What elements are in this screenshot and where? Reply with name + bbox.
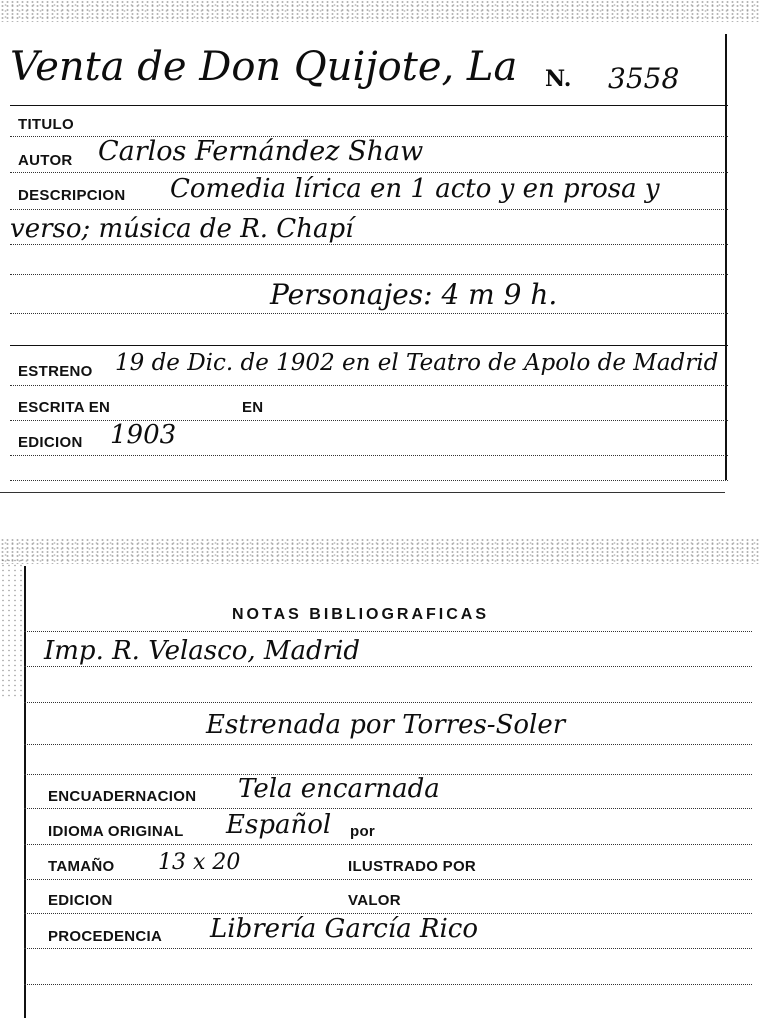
rule-title [10,105,728,106]
descripcion-label: DESCRIPCION [18,187,126,204]
rule-bottom [24,984,752,985]
autor-label: AUTOR [18,152,73,169]
scan-noise-left [0,558,26,698]
rule-heading [24,631,752,632]
note-line-1: Imp. R. Velasco, Madrid [44,636,361,666]
rule-section [10,345,728,346]
scan-noise-top [0,538,759,564]
rule-tamano [24,879,752,880]
descripcion-value-line-2: verso; música de R. Chapí [10,214,354,244]
number-label: N. [545,66,572,92]
rule-note-blank [24,702,752,703]
tamano-value: 13 x 20 [158,850,241,875]
ilustrado-label: ILUSTRADO POR [348,858,477,875]
edicion-label: EDICION [18,434,83,451]
card-cut-line [0,492,725,493]
encuadernacion-value: Tela encarnada [238,774,440,804]
descripcion-value-line-1: Comedia lírica en 1 acto y en prosa y [170,174,660,204]
rule-encuadernacion [24,808,752,809]
rule-idioma [24,844,752,845]
autor-value: Carlos Fernández Shaw [98,136,424,167]
card-border-right [725,34,727,480]
card-title: Venta de Don Quijote, La [10,44,518,90]
rule-personajes [10,313,728,314]
scan-noise-top [0,0,759,22]
estreno-value: 19 de Dic. de 1902 en el Teatro de Apolo de Madrid [115,350,719,376]
rule-note-1 [24,666,752,667]
notas-heading: NOTAS BIBLIOGRAFICAS [232,606,490,623]
rule-descripcion-2 [10,244,728,245]
rule-descripcion-3 [10,274,728,275]
procedencia-value: Librería García Rico [210,914,478,944]
rule-bottom [10,480,728,481]
idioma-label: IDIOMA ORIGINAL [48,823,184,840]
edicion-label: EDICION [48,892,113,909]
por-label: por [350,823,376,840]
valor-label: VALOR [348,892,401,909]
estreno-label: ESTRENO [18,363,93,380]
rule-autor [10,172,728,173]
titulo-label: TITULO [18,116,74,133]
catalog-card-back [0,538,759,1028]
rule-procedencia [24,948,752,949]
rule-edicion [10,455,728,456]
procedencia-label: PROCEDENCIA [48,928,163,945]
en-label: EN [242,399,264,416]
tamano-label: TAMAÑO [48,858,115,875]
rule-descripcion-1 [10,209,728,210]
edicion-value: 1903 [110,420,177,450]
idioma-value: Español [226,810,332,840]
rule-note-2 [24,744,752,745]
rule-estreno [10,385,728,386]
catalog-card-front [0,0,759,494]
personajes-note: Personajes: 4 m 9 h. [270,278,558,311]
encuadernacion-label: ENCUADERNACION [48,788,197,805]
card-border-left [24,566,26,1018]
escrita-en-label: ESCRITA EN [18,399,111,416]
note-line-2: Estrenada por Torres-Soler [206,710,566,740]
card-number: 3558 [608,62,680,95]
